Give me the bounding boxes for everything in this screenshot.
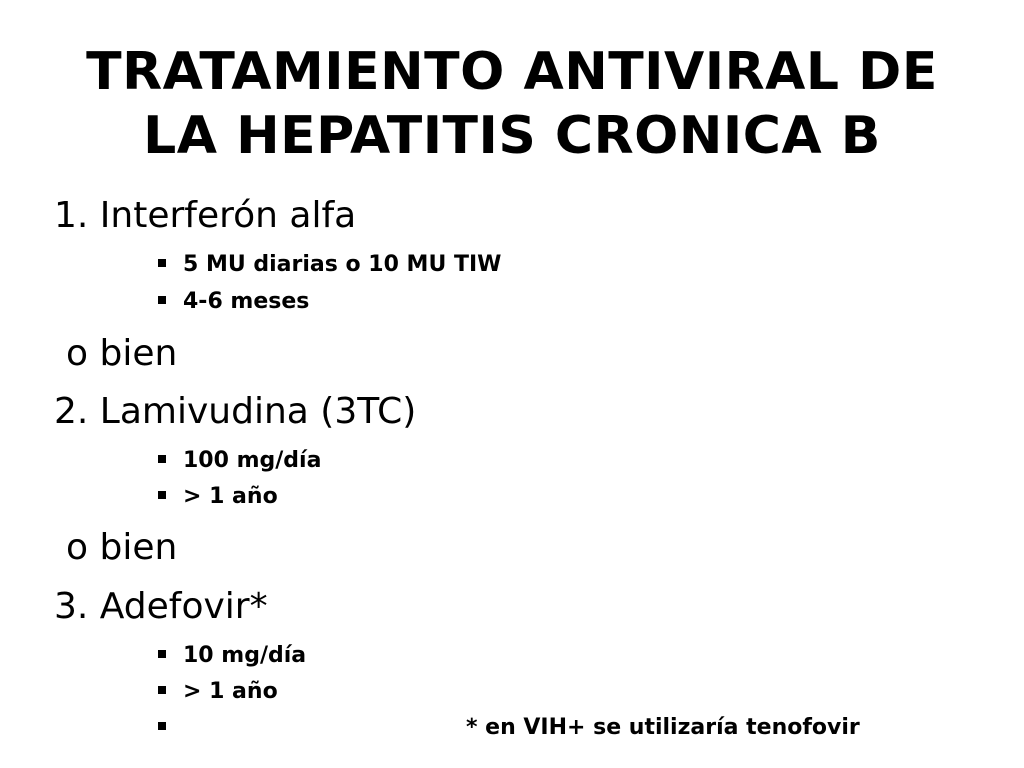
footnote: * en VIH+ se utilizaría tenofovir (466, 715, 860, 740)
slide-title (0, 40, 1024, 168)
sub-item (158, 288, 309, 316)
sub-item (158, 251, 501, 279)
sub-item-text: > 1 año (183, 484, 278, 509)
sub-item-text: 100 mg/día (183, 448, 322, 473)
sub-item-text: 5 MU diarias o 10 MU TIW (183, 252, 502, 277)
list-item-adefovir: 3. Adefovir* (54, 586, 268, 627)
square-bullet-icon (158, 296, 166, 304)
sub-item (158, 642, 306, 670)
square-bullet-icon (158, 491, 166, 499)
list-item-interferon: 1. Interferón alfa (54, 195, 357, 236)
sub-item (158, 447, 321, 475)
square-bullet-icon (158, 259, 166, 267)
slide-title-line-2: LA HEPATITIS CRONICA B (143, 106, 881, 166)
sub-item-empty (158, 714, 183, 742)
square-bullet-icon (158, 686, 166, 694)
separator-text: o bien (66, 333, 178, 374)
sub-item (158, 483, 278, 511)
sub-item-text: > 1 año (183, 679, 278, 704)
separator-text: o bien (66, 527, 178, 568)
list-item-lamivudina: 2. Lamivudina (3TC) (54, 391, 417, 432)
square-bullet-icon (158, 455, 166, 463)
sub-item-text: 10 mg/día (183, 643, 307, 668)
sub-item (158, 678, 278, 706)
square-bullet-icon (158, 722, 166, 730)
slide-title-line-1: TRATAMIENTO ANTIVIRAL DE (86, 42, 938, 102)
sub-item-text: 4-6 meses (183, 289, 310, 314)
square-bullet-icon (158, 650, 166, 658)
